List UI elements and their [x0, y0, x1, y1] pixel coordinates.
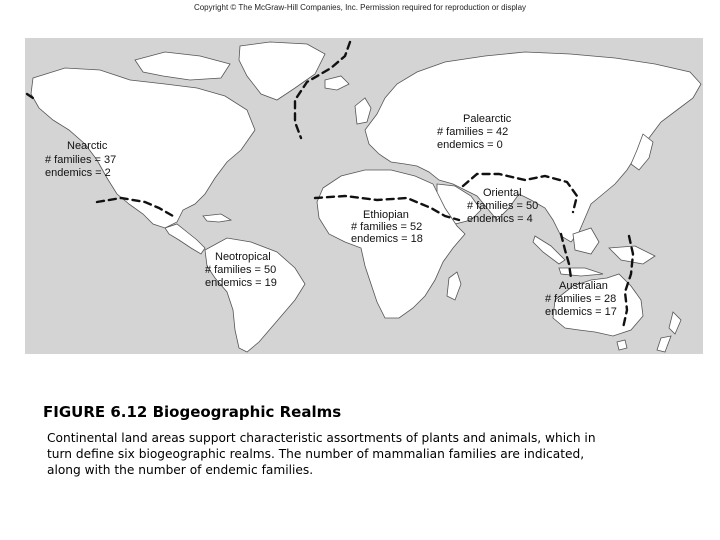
label-nearctic: Nearctic # families = 37 endemics = 2: [45, 140, 117, 179]
caption-line: turn define six biogeographic realms. The number of mammalian families are indicated,: [47, 447, 585, 461]
caption-line: Continental land areas support characteristic assortments of plants and animals, which in: [47, 431, 596, 445]
figure-title: FIGURE 6.12 Biogeographic Realms: [43, 403, 342, 421]
world-map-svg: [25, 38, 703, 354]
label-neotropical: Neotropical # families = 50 endemics = 19: [205, 251, 277, 289]
tasmania-island: [617, 340, 627, 350]
label-australian: Australian # families = 28 endemics = 17: [545, 280, 617, 318]
caption-line: along with the number of endemic families.: [47, 463, 314, 477]
label-palearctic: Palearctic # families = 42 endemics = 0: [437, 113, 512, 151]
label-ethiopian: Ethiopian # families = 52 endemics = 18: [351, 209, 423, 245]
world-map: [25, 38, 703, 354]
figure-caption: [47, 430, 687, 478]
label-oriental: Oriental # families = 50 endemics = 4: [467, 187, 539, 225]
copyright-notice: Copyright © The McGraw-Hill Companies, Inc. Permission required for reproduction or display: [193, 3, 527, 12]
